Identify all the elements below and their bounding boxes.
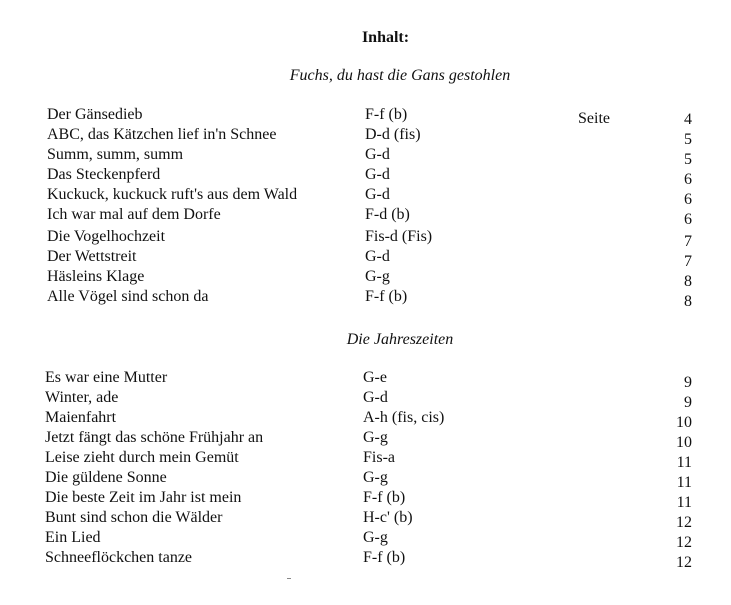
page-number: 10 bbox=[676, 434, 692, 451]
song-title: Summ, summ, summ bbox=[47, 146, 184, 163]
section-title: Fuchs, du hast die Gans gestohlen bbox=[289, 67, 511, 84]
list-item bbox=[0, 268, 731, 288]
song-key: G-d bbox=[365, 248, 390, 265]
list-item bbox=[0, 126, 731, 146]
song-key: F-f (b) bbox=[363, 549, 406, 566]
song-key: G-d bbox=[365, 186, 390, 203]
song-key: D-d (fis) bbox=[365, 126, 421, 143]
list-item bbox=[0, 549, 731, 569]
page-number: 8 bbox=[684, 293, 692, 310]
song-title: Ich war mal auf dem Dorfe bbox=[47, 206, 221, 223]
song-key: A-h (fis, cis) bbox=[363, 409, 445, 426]
page-number: 4 bbox=[684, 111, 692, 128]
song-title: Die güldene Sonne bbox=[45, 469, 167, 486]
list-item bbox=[0, 469, 731, 489]
list-item bbox=[0, 409, 731, 429]
song-title: Leise zieht durch mein Gemüt bbox=[45, 449, 239, 466]
page-number: 6 bbox=[684, 191, 692, 208]
list-item bbox=[0, 186, 731, 206]
page-number: 10 bbox=[676, 414, 692, 431]
seite-label: Seite bbox=[578, 110, 610, 127]
song-title: Winter, ade bbox=[45, 389, 119, 406]
song-title: Maienfahrt bbox=[45, 409, 117, 426]
song-key: G-e bbox=[363, 369, 387, 386]
list-item bbox=[0, 509, 731, 529]
page-number: 7 bbox=[684, 253, 692, 270]
page-number: 12 bbox=[676, 534, 692, 551]
song-title: Der Gänsedieb bbox=[47, 106, 143, 123]
list-item bbox=[0, 489, 731, 509]
list-item bbox=[0, 228, 731, 248]
page-number: 12 bbox=[676, 514, 692, 531]
page-heading: Inhalt: bbox=[361, 29, 410, 46]
song-key: F-f (b) bbox=[365, 106, 408, 123]
list-item bbox=[0, 429, 731, 449]
song-key: G-d bbox=[365, 166, 390, 183]
page-number: 11 bbox=[676, 454, 692, 471]
song-key: F-f (b) bbox=[365, 288, 408, 305]
list-item bbox=[0, 529, 731, 549]
scan-speck bbox=[287, 578, 291, 579]
list-item bbox=[0, 389, 731, 409]
song-title: Der Wettstreit bbox=[47, 248, 137, 265]
song-key: H-c' (b) bbox=[363, 509, 413, 526]
song-title: Es war eine Mutter bbox=[45, 369, 168, 386]
song-title: Jetzt fängt das schöne Frühjahr an bbox=[45, 429, 264, 446]
list-item bbox=[0, 248, 731, 268]
song-title: Das Steckenpferd bbox=[47, 166, 161, 183]
song-title: Bunt sind schon die Wälder bbox=[45, 509, 223, 526]
page-number: 11 bbox=[676, 494, 692, 511]
list-item bbox=[0, 146, 731, 166]
song-title: Die beste Zeit im Jahr ist mein bbox=[45, 489, 242, 506]
song-key: F-f (b) bbox=[363, 489, 406, 506]
song-title: Häsleins Klage bbox=[47, 268, 145, 285]
song-title: Alle Vögel sind schon da bbox=[47, 288, 209, 305]
list-item bbox=[0, 369, 731, 389]
song-key: G-g bbox=[363, 429, 388, 446]
song-title: Ein Lied bbox=[45, 529, 101, 546]
song-key: F-d (b) bbox=[365, 206, 410, 223]
page-number: 9 bbox=[684, 394, 692, 411]
page-number: 8 bbox=[684, 273, 692, 290]
page-number: 11 bbox=[676, 474, 692, 491]
song-key: G-g bbox=[363, 469, 388, 486]
page-number: 9 bbox=[684, 374, 692, 391]
song-title: ABC, das Kätzchen lief in'n Schnee bbox=[47, 126, 277, 143]
song-key: Fis-d (Fis) bbox=[365, 228, 433, 245]
list-item bbox=[0, 206, 731, 226]
song-key: G-d bbox=[365, 146, 390, 163]
section-title: Die Jahreszeiten bbox=[346, 331, 454, 348]
song-key: G-d bbox=[363, 389, 388, 406]
page-number: 6 bbox=[684, 211, 692, 228]
page-number: 7 bbox=[684, 233, 692, 250]
song-key: G-g bbox=[365, 268, 390, 285]
song-title: Die Vogelhochzeit bbox=[47, 228, 166, 245]
page-number: 5 bbox=[684, 151, 692, 168]
song-title: Schneeflöckchen tanze bbox=[45, 549, 193, 566]
list-item bbox=[0, 166, 731, 186]
list-item bbox=[0, 106, 731, 126]
song-key: Fis-a bbox=[363, 449, 395, 466]
song-title: Kuckuck, kuckuck ruft's aus dem Wald bbox=[47, 186, 298, 203]
list-item bbox=[0, 288, 731, 308]
page-number: 5 bbox=[684, 131, 692, 148]
page-number: 12 bbox=[676, 554, 692, 571]
list-item bbox=[0, 449, 731, 469]
page-number: 6 bbox=[684, 171, 692, 188]
song-key: G-g bbox=[363, 529, 388, 546]
